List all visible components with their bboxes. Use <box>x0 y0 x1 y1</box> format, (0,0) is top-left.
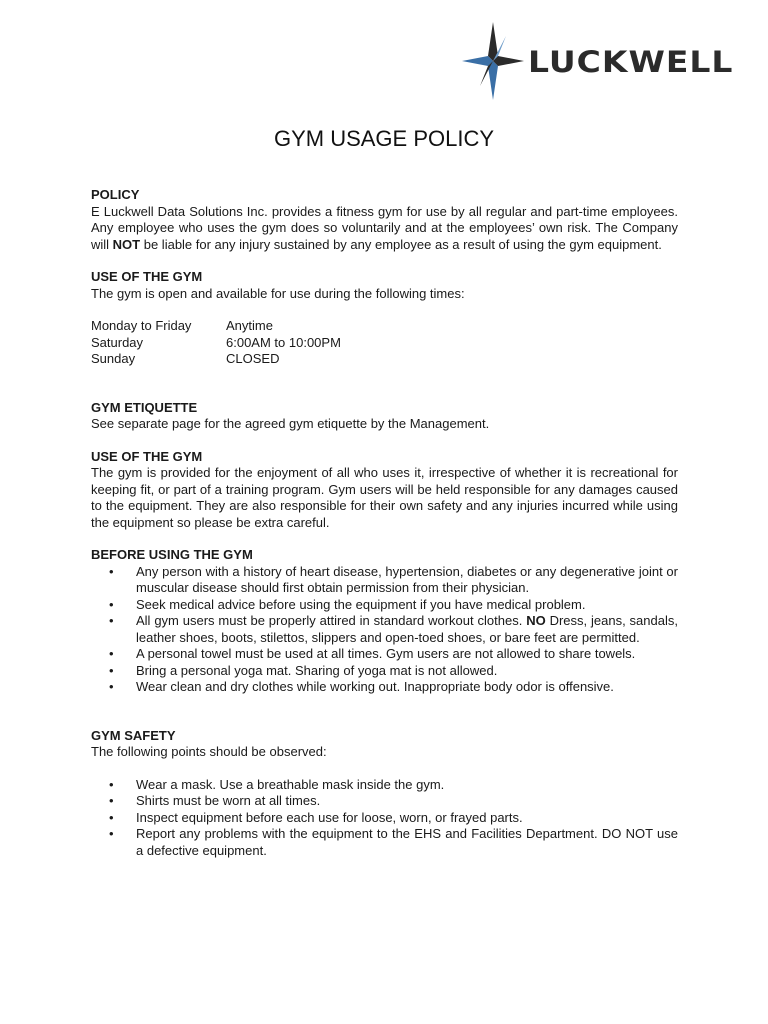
safety-intro: The following points should be observed: <box>91 744 327 759</box>
schedule-hours: CLOSED <box>226 351 280 366</box>
etiquette-heading: GYM ETIQUETTE <box>91 399 198 415</box>
etiquette-section <box>91 400 678 433</box>
schedule-day: Sunday <box>91 351 136 366</box>
list-item: • Report any problems with the equipment to the EHS and Facilities Department. DO NOT use a defective equipment. <box>136 826 678 859</box>
schedule-day: Saturday <box>91 334 144 350</box>
use-of-gym-heading: USE OF THE GYM <box>91 269 203 284</box>
before-using-section <box>91 547 678 696</box>
schedule-hours: Anytime <box>226 318 273 333</box>
list-item: • Wear clean and dry clothes while working out. Inappropriate body odor is offensive. <box>136 679 678 696</box>
policy-section <box>91 187 678 253</box>
policy-text: E Luckwell Data Solutions Inc. provides a fitness gym for use by all regular and part-time employees. Any employee who uses the gym does so voluntarily and at the employees’ own risk. The Company will NOT be liable for any injury sustained by any employee as a result of using the gym equipment. <box>91 203 678 252</box>
use-of-gym-heading: USE OF THE GYM <box>91 448 203 464</box>
use-of-gym-schedule-section <box>91 269 678 368</box>
schedule-day: Monday to Friday <box>91 318 192 333</box>
list-item: • Inspect equipment before each use for loose, worn, or frayed parts. <box>136 810 678 827</box>
policy-not-emphasis: NOT <box>112 236 141 252</box>
schedule-intro: The gym is open and available for use during the following times: <box>91 285 465 301</box>
list-item: • All gym users must be properly attired in standard workout clothes. NO Dress, jeans, sandals, leather shoes, boots, stilettos, slippers and open-toed shoes, or bare feet are permitted. <box>136 613 678 646</box>
list-item: • Bring a personal yoga mat. Sharing of yoga mat is not allowed. <box>136 663 678 680</box>
safety-list <box>91 777 678 860</box>
schedule-table <box>91 318 678 368</box>
before-using-list <box>91 564 678 696</box>
etiquette-text: See separate page for the agreed gym etiquette by the Management. <box>91 416 490 431</box>
safety-heading: GYM SAFETY <box>91 727 176 743</box>
list-item: • Seek medical advice before using the equipment if you have medical problem. <box>136 597 678 614</box>
logo-text: LUCKWELL <box>528 43 734 79</box>
list-item: • Any person with a history of heart disease, hypertension, diabetes or any degenerative joint or muscular disease should first obtain permission from their physician. <box>136 564 678 597</box>
list-item: • Wear a mask. Use a breathable mask inside the gym. <box>136 777 678 794</box>
policy-heading: POLICY <box>91 187 140 202</box>
list-item: • A personal towel must be used at all times. Gym users are not allowed to share towels. <box>136 646 678 663</box>
star-logo-icon <box>462 22 524 100</box>
safety-section <box>91 728 678 860</box>
schedule-hours: 6:00AM to 10:00PM <box>226 334 341 350</box>
page-title: GYM USAGE POLICY <box>273 126 495 151</box>
attire-no-emphasis: NO <box>526 613 546 628</box>
document-body <box>91 187 678 859</box>
use-of-gym-responsibility-section <box>91 449 678 532</box>
before-using-heading: BEFORE USING THE GYM <box>91 547 253 562</box>
use-of-gym-text: The gym is provided for the enjoyment of all who uses it, irrespective of whether it is recreational for keeping fit, or part of a training program. Gym users will be held responsible for any damages caused to the equipment. They are also responsible for their own safety and any injuries incurred while using the equipment so please be extra careful. <box>91 465 678 530</box>
list-item: • Shirts must be worn at all times. <box>136 793 678 810</box>
company-logo <box>462 22 733 100</box>
